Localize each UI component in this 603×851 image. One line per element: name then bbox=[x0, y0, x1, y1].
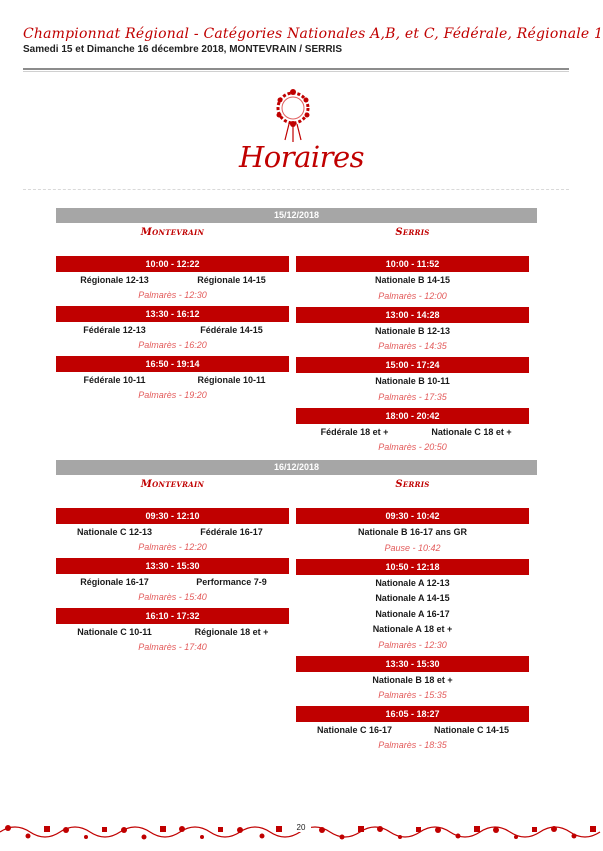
session-category: Nationale C 10-11 bbox=[77, 627, 152, 637]
header-rule-light bbox=[23, 71, 569, 72]
session-time-bar: 09:30 - 10:42 bbox=[296, 508, 529, 524]
session-palmares: Palmarès - 15:35 bbox=[378, 690, 447, 700]
session-category: Performance 7-9 bbox=[196, 577, 267, 587]
session-palmares: Palmarès - 12:30 bbox=[378, 639, 447, 650]
session-category: Régionale 18 et + bbox=[194, 627, 269, 637]
header-rule bbox=[23, 68, 569, 70]
session-category: Nationale B 18 et + bbox=[372, 674, 453, 685]
session-palmares: Palmarès - 14:35 bbox=[378, 341, 447, 351]
session-category: Fédérale 16-17 bbox=[200, 527, 263, 537]
session-category: Nationale C 16-17 bbox=[316, 725, 393, 735]
session-time-bar: 18:00 - 20:42 bbox=[296, 408, 529, 424]
session-category: Nationale A 18 et + bbox=[372, 624, 453, 634]
session-category: Nationale A 14-15 bbox=[375, 593, 450, 603]
session-time-bar: 10:50 - 12:18 bbox=[296, 559, 529, 575]
session-category: Fédérale 14-15 bbox=[200, 325, 263, 335]
day-date-bar: 15/12/2018 bbox=[56, 208, 537, 223]
session-category: Nationale A 16-17 bbox=[375, 608, 450, 619]
session-palmares: Palmarès - 19:20 bbox=[138, 390, 207, 400]
session-category: Fédérale 18 et + bbox=[320, 426, 389, 437]
page-number: 20 bbox=[291, 823, 311, 832]
session-time-bar: 13:30 - 15:30 bbox=[296, 656, 529, 672]
page-header-title: Championnat Régional - Catégories Nationales A,B, et C, Fédérale, Régionale 1 bbox=[23, 26, 603, 42]
session-palmares: Palmarès - 17:35 bbox=[378, 391, 447, 402]
venue-name: Serris bbox=[395, 479, 430, 490]
session-palmares: Palmarès - 17:40 bbox=[138, 642, 207, 652]
session-palmares: Palmarès - 15:40 bbox=[138, 592, 207, 602]
session-time-bar: 13:30 - 15:30 bbox=[56, 558, 289, 574]
session-category: Nationale B 12-13 bbox=[374, 325, 451, 336]
session-category: Nationale B 16-17 ans GR bbox=[357, 527, 468, 537]
christmas-wreath-icon bbox=[268, 86, 318, 144]
session-palmares: Pause - 10:42 bbox=[384, 542, 441, 553]
session-category: Fédérale 12-13 bbox=[83, 325, 146, 335]
session-category: Nationale C 12-13 bbox=[76, 527, 153, 537]
session-category: Régionale 14-15 bbox=[197, 275, 266, 285]
session-palmares: Palmarès - 12:00 bbox=[378, 290, 447, 301]
session-category: Fédérale 10-11 bbox=[83, 375, 146, 385]
venue-name: Montevrain bbox=[140, 227, 205, 238]
day-date-bar: 16/12/2018 bbox=[56, 460, 537, 475]
session-category: Nationale B 14-15 bbox=[374, 275, 451, 285]
page-title: Horaires bbox=[238, 140, 365, 174]
session-time-bar: 10:00 - 12:22 bbox=[56, 256, 289, 272]
session-time-bar: 13:00 - 14:28 bbox=[296, 307, 529, 323]
session-time-bar: 16:10 - 17:32 bbox=[56, 608, 289, 624]
venue-name: Montevrain bbox=[140, 479, 205, 490]
session-palmares: Palmarès - 20:50 bbox=[378, 441, 447, 452]
page-header-subtitle: Samedi 15 et Dimanche 16 décembre 2018, MONTEVRAIN / SERRIS bbox=[23, 44, 343, 55]
session-time-bar: 16:05 - 18:27 bbox=[296, 706, 529, 722]
session-palmares: Palmarès - 12:30 bbox=[138, 290, 207, 300]
session-palmares: Palmarès - 18:35 bbox=[378, 740, 447, 750]
session-time-bar: 16:50 - 19:14 bbox=[56, 356, 289, 372]
session-palmares: Palmarès - 12:20 bbox=[138, 542, 207, 552]
session-category: Régionale 16-17 bbox=[80, 577, 149, 587]
session-time-bar: 09:30 - 12:10 bbox=[56, 508, 289, 524]
session-category: Régionale 10-11 bbox=[197, 375, 266, 385]
session-palmares: Palmarès - 16:20 bbox=[138, 340, 207, 350]
session-category: Nationale A 12-13 bbox=[375, 577, 450, 588]
session-time-bar: 15:00 - 17:24 bbox=[296, 357, 529, 373]
session-category: Régionale 12-13 bbox=[80, 275, 149, 285]
session-time-bar: 13:30 - 16:12 bbox=[56, 306, 289, 322]
session-category: Nationale B 10-11 bbox=[375, 376, 450, 386]
session-category: Nationale C 18 et + bbox=[431, 426, 512, 437]
session-category: Nationale C 14-15 bbox=[433, 725, 510, 735]
session-time-bar: 10:00 - 11:52 bbox=[296, 256, 529, 272]
venue-name: Serris bbox=[395, 227, 430, 238]
dotted-divider bbox=[23, 189, 569, 190]
